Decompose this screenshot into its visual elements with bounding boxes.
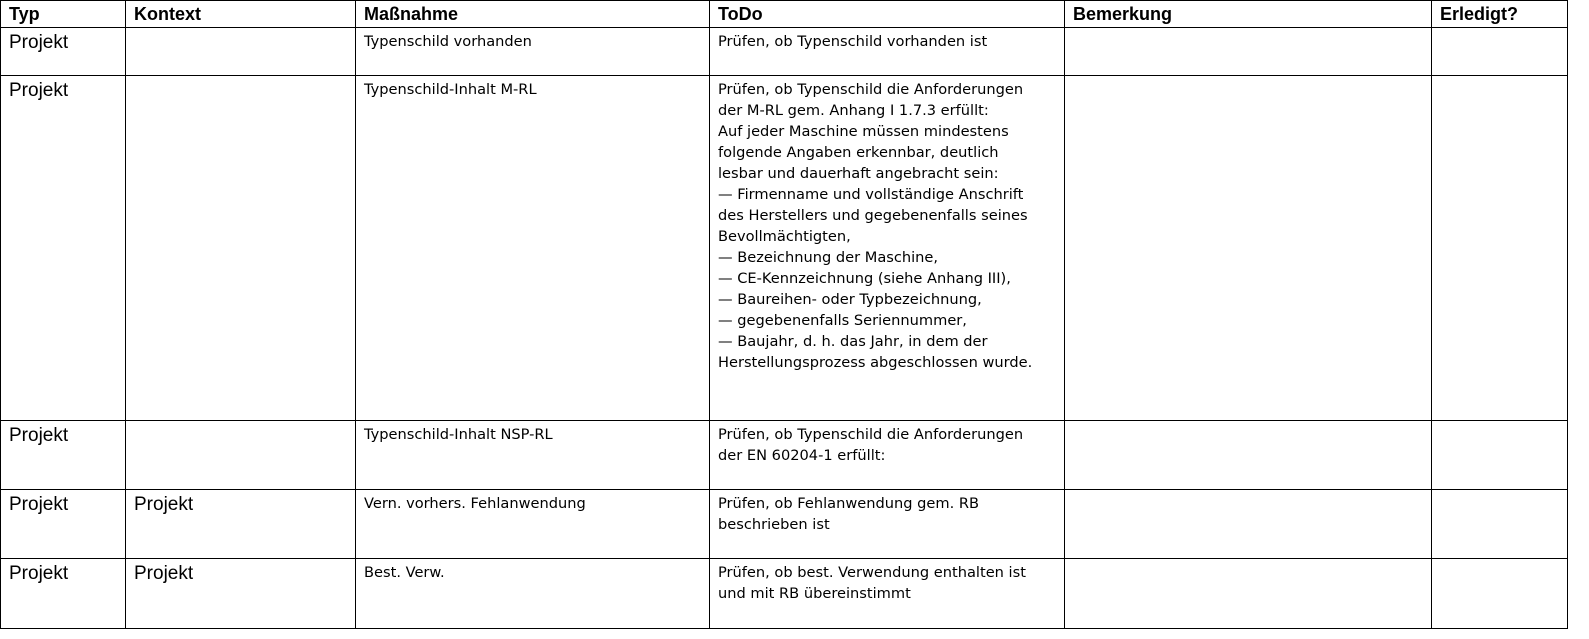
cell-massnahme: Vern. vorhers. Fehlanwendung (356, 490, 710, 559)
cell-kontext (126, 421, 356, 490)
table-row (1, 76, 1568, 421)
cell-typ: Projekt (1, 28, 126, 76)
header-bemerkung: Bemerkung (1065, 1, 1432, 28)
cell-bemerkung[interactable] (1065, 28, 1432, 76)
table-row (1, 490, 1568, 559)
header-kontext: Kontext (126, 1, 356, 28)
header-typ: Typ (1, 1, 126, 28)
cell-massnahme: Typenschild-Inhalt M-RL (356, 76, 710, 421)
cell-todo: Prüfen, ob Typenschild die Anforderungen der EN 60204-1 erfüllt: (710, 421, 1065, 490)
cell-bemerkung[interactable] (1065, 490, 1432, 559)
cell-kontext: Projekt (126, 559, 356, 629)
cell-bemerkung[interactable] (1065, 76, 1432, 421)
cell-typ: Projekt (1, 76, 126, 421)
cell-bemerkung[interactable] (1065, 559, 1432, 629)
cell-erledigt[interactable] (1432, 490, 1568, 559)
header-row (1, 1, 1568, 28)
cell-erledigt[interactable] (1432, 421, 1568, 490)
cell-typ: Projekt (1, 559, 126, 629)
header-erledigt: Erledigt? (1432, 1, 1568, 28)
cell-massnahme: Best. Verw. (356, 559, 710, 629)
cell-massnahme: Typenschild-Inhalt NSP-RL (356, 421, 710, 490)
header-todo: ToDo (710, 1, 1065, 28)
header-massnahme: Maßnahme (356, 1, 710, 28)
cell-typ: Projekt (1, 421, 126, 490)
cell-todo: Prüfen, ob Fehlanwendung gem. RB beschrieben ist (710, 490, 1065, 559)
cell-erledigt[interactable] (1432, 76, 1568, 421)
cell-todo: Prüfen, ob Typenschild die Anforderungen der M-RL gem. Anhang I 1.7.3 erfüllt: Auf jeder Maschine müssen mindestens folgende Angaben erkennbar, deutlich lesbar und dauerhaft angebracht sein: — Firmenname und vollständige Anschrift des Herstellers und gegebenenfalls seines Bevollmächtigten, — Bezeichnung der Maschine, — CE-Kennzeichnung (siehe Anhang III), — Baureihen- oder Typbezeichnung, — gegebenenfalls Seriennummer, — Baujahr, d. h. das Jahr, in dem der Herstellungsprozess abgeschlossen wurde. (710, 76, 1065, 421)
cell-erledigt[interactable] (1432, 559, 1568, 629)
cell-todo: Prüfen, ob best. Verwendung enthalten ist und mit RB übereinstimmt (710, 559, 1065, 629)
table-row (1, 28, 1568, 76)
cell-bemerkung[interactable] (1065, 421, 1432, 490)
table-row (1, 559, 1568, 629)
cell-todo: Prüfen, ob Typenschild vorhanden ist (710, 28, 1065, 76)
cell-typ: Projekt (1, 490, 126, 559)
cell-kontext (126, 76, 356, 421)
cell-massnahme: Typenschild vorhanden (356, 28, 710, 76)
cell-erledigt[interactable] (1432, 28, 1568, 76)
cell-kontext: Projekt (126, 490, 356, 559)
cell-kontext (126, 28, 356, 76)
table-row (1, 421, 1568, 490)
